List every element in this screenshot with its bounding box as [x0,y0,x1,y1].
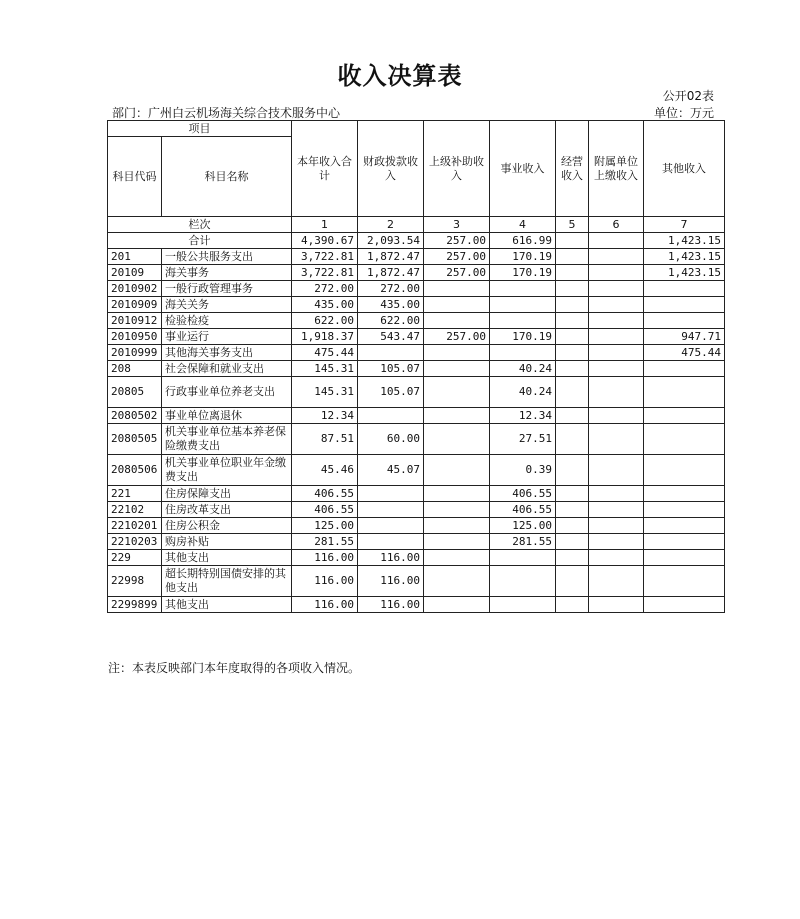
table-row [108,597,725,613]
row-superior [424,502,490,518]
row-superior [424,486,490,502]
row-affiliated [589,424,644,455]
column-number: 5 [556,217,589,233]
header-fiscal: 财政拨款收入 [358,121,424,217]
page-title: 收入决算表 [337,61,463,90]
header-superior: 上级补助收入 [424,121,490,217]
table-row [108,345,725,361]
row-operating [556,486,589,502]
row-total: 1,918.37 [292,329,358,345]
row-operating [556,345,589,361]
row-name: 一般公共服务支出 [162,249,292,265]
row-superior [424,377,490,408]
table-note: 注：本表反映部门本年度取得的各项收入情况。 [108,661,361,675]
row-business: 0.39 [490,455,556,486]
column-number-label: 栏次 [108,217,292,233]
row-name: 行政事业单位养老支出 [162,377,292,408]
row-name: 购房补贴 [162,534,292,550]
row-fiscal [358,518,424,534]
row-operating [556,424,589,455]
row-other [644,377,725,408]
column-number: 3 [424,217,490,233]
row-superior [424,597,490,613]
row-superior [424,534,490,550]
row-business [490,597,556,613]
table-row [108,502,725,518]
row-fiscal [358,534,424,550]
table-row [108,281,725,297]
row-other [644,313,725,329]
row-superior [424,297,490,313]
row-affiliated [589,550,644,566]
row-other [644,597,725,613]
row-operating [556,408,589,424]
row-business [490,281,556,297]
row-superior [424,518,490,534]
row-total: 12.34 [292,408,358,424]
row-name: 机关事业单位职业年金缴费支出 [162,455,292,486]
row-fiscal: 60.00 [358,424,424,455]
row-business: 40.24 [490,361,556,377]
row-operating [556,455,589,486]
row-name: 其他支出 [162,597,292,613]
row-code: 201 [108,249,162,265]
total-cell: 2,093.54 [358,233,424,249]
row-business: 40.24 [490,377,556,408]
row-code: 2010912 [108,313,162,329]
row-code: 221 [108,486,162,502]
row-fiscal: 116.00 [358,566,424,597]
row-other [644,534,725,550]
row-superior: 257.00 [424,249,490,265]
row-code: 2080505 [108,424,162,455]
row-other [644,455,725,486]
row-fiscal [358,486,424,502]
row-code: 22102 [108,502,162,518]
row-business: 406.55 [490,502,556,518]
row-code: 2080502 [108,408,162,424]
department-label: 部门：广州白云机场海关综合技术服务中心 [112,106,341,120]
row-code: 2010999 [108,345,162,361]
row-code: 2010902 [108,281,162,297]
row-fiscal: 272.00 [358,281,424,297]
row-affiliated [589,313,644,329]
row-superior [424,361,490,377]
row-name: 事业运行 [162,329,292,345]
header-item: 项目 [108,121,292,137]
row-superior: 257.00 [424,265,490,281]
row-superior [424,408,490,424]
row-operating [556,297,589,313]
header-total: 本年收入合计 [292,121,358,217]
row-affiliated [589,265,644,281]
row-business [490,313,556,329]
row-fiscal [358,408,424,424]
row-superior [424,313,490,329]
row-superior [424,566,490,597]
row-affiliated [589,377,644,408]
row-operating [556,313,589,329]
row-affiliated [589,361,644,377]
row-fiscal [358,345,424,361]
total-cell [589,233,644,249]
row-name: 住房改革支出 [162,502,292,518]
row-name: 海关事务 [162,265,292,281]
row-other: 1,423.15 [644,249,725,265]
row-total: 281.55 [292,534,358,550]
row-name: 其他支出 [162,550,292,566]
row-total: 116.00 [292,566,358,597]
row-affiliated [589,597,644,613]
total-cell: 257.00 [424,233,490,249]
row-other [644,566,725,597]
table-row [108,534,725,550]
table-row [108,566,725,597]
row-name: 海关关务 [162,297,292,313]
row-business: 27.51 [490,424,556,455]
total-row [108,233,725,249]
row-business: 170.19 [490,249,556,265]
row-operating [556,265,589,281]
row-code: 20109 [108,265,162,281]
row-operating [556,518,589,534]
row-superior [424,345,490,361]
row-affiliated [589,329,644,345]
header-business: 事业收入 [490,121,556,217]
row-other [644,424,725,455]
row-business: 170.19 [490,329,556,345]
column-number-row [108,217,725,233]
table-row [108,550,725,566]
row-other [644,281,725,297]
row-code: 229 [108,550,162,566]
column-number: 2 [358,217,424,233]
row-name: 住房保障支出 [162,486,292,502]
table-row [108,486,725,502]
row-other [644,486,725,502]
unit-label: 单位：万元 [653,106,714,120]
row-total: 406.55 [292,502,358,518]
row-fiscal: 435.00 [358,297,424,313]
row-code: 2210201 [108,518,162,534]
row-other [644,550,725,566]
table-row [108,313,725,329]
row-total: 116.00 [292,597,358,613]
row-affiliated [589,345,644,361]
row-business: 170.19 [490,265,556,281]
table-body [108,217,725,613]
column-number: 7 [644,217,725,233]
row-code: 2210203 [108,534,162,550]
row-affiliated [589,502,644,518]
row-superior [424,550,490,566]
row-total: 116.00 [292,550,358,566]
column-number: 1 [292,217,358,233]
row-fiscal: 543.47 [358,329,424,345]
row-total: 3,722.81 [292,265,358,281]
row-affiliated [589,486,644,502]
row-fiscal: 1,872.47 [358,265,424,281]
table-row [108,297,725,313]
row-total: 475.44 [292,345,358,361]
row-fiscal: 1,872.47 [358,249,424,265]
row-business: 125.00 [490,518,556,534]
row-affiliated [589,281,644,297]
header-operating: 经营收入 [556,121,589,217]
header-other: 其他收入 [644,121,725,217]
income-table [107,120,725,613]
row-business [490,345,556,361]
row-operating [556,566,589,597]
row-affiliated [589,249,644,265]
row-operating [556,502,589,518]
row-name: 社会保障和就业支出 [162,361,292,377]
table-row [108,361,725,377]
row-total: 45.46 [292,455,358,486]
row-name: 超长期特别国债安排的其他支出 [162,566,292,597]
row-other [644,518,725,534]
row-code: 20805 [108,377,162,408]
row-name: 机关事业单位基本养老保险缴费支出 [162,424,292,455]
row-other: 475.44 [644,345,725,361]
row-business: 12.34 [490,408,556,424]
row-code: 2010950 [108,329,162,345]
row-code: 2080506 [108,455,162,486]
row-fiscal: 622.00 [358,313,424,329]
row-total: 272.00 [292,281,358,297]
row-fiscal: 116.00 [358,597,424,613]
row-name: 事业单位离退休 [162,408,292,424]
row-fiscal: 105.07 [358,361,424,377]
row-fiscal [358,502,424,518]
row-affiliated [589,455,644,486]
row-total: 435.00 [292,297,358,313]
row-affiliated [589,297,644,313]
row-superior: 257.00 [424,329,490,345]
row-superior [424,424,490,455]
row-total: 3,722.81 [292,249,358,265]
total-cell: 616.99 [490,233,556,249]
row-business [490,297,556,313]
table-row [108,265,725,281]
row-superior [424,281,490,297]
total-cell [556,233,589,249]
header-name: 科目名称 [162,137,292,217]
table-row [108,377,725,408]
table-row [108,329,725,345]
row-other: 1,423.15 [644,265,725,281]
row-total: 622.00 [292,313,358,329]
row-affiliated [589,534,644,550]
row-name: 住房公积金 [162,518,292,534]
row-total: 145.31 [292,361,358,377]
row-total: 406.55 [292,486,358,502]
total-cell: 1,423.15 [644,233,725,249]
row-total: 145.31 [292,377,358,408]
row-operating [556,249,589,265]
form-code: 公开02表 [662,89,714,103]
table-row [108,424,725,455]
column-number: 4 [490,217,556,233]
header-affiliated: 附属单位上缴收入 [589,121,644,217]
table-row [108,518,725,534]
row-total: 125.00 [292,518,358,534]
table-row [108,408,725,424]
row-operating [556,534,589,550]
row-affiliated [589,566,644,597]
row-business: 406.55 [490,486,556,502]
row-affiliated [589,518,644,534]
row-operating [556,361,589,377]
row-name: 其他海关事务支出 [162,345,292,361]
row-other [644,297,725,313]
row-total: 87.51 [292,424,358,455]
table-row [108,249,725,265]
row-fiscal: 105.07 [358,377,424,408]
row-business [490,550,556,566]
row-operating [556,281,589,297]
row-operating [556,550,589,566]
total-cell: 4,390.67 [292,233,358,249]
row-operating [556,329,589,345]
row-other [644,502,725,518]
row-superior [424,455,490,486]
row-code: 2299899 [108,597,162,613]
row-fiscal: 116.00 [358,550,424,566]
row-name: 检验检疫 [162,313,292,329]
row-name: 一般行政管理事务 [162,281,292,297]
row-operating [556,597,589,613]
row-business: 281.55 [490,534,556,550]
table-row [108,455,725,486]
table-header [108,121,725,217]
column-number: 6 [589,217,644,233]
row-other: 947.71 [644,329,725,345]
row-affiliated [589,408,644,424]
row-other [644,361,725,377]
row-fiscal: 45.07 [358,455,424,486]
row-code: 2010909 [108,297,162,313]
total-label: 合计 [108,233,292,249]
header-code: 科目代码 [108,137,162,217]
row-business [490,566,556,597]
row-operating [556,377,589,408]
row-code: 22998 [108,566,162,597]
row-other [644,408,725,424]
row-code: 208 [108,361,162,377]
